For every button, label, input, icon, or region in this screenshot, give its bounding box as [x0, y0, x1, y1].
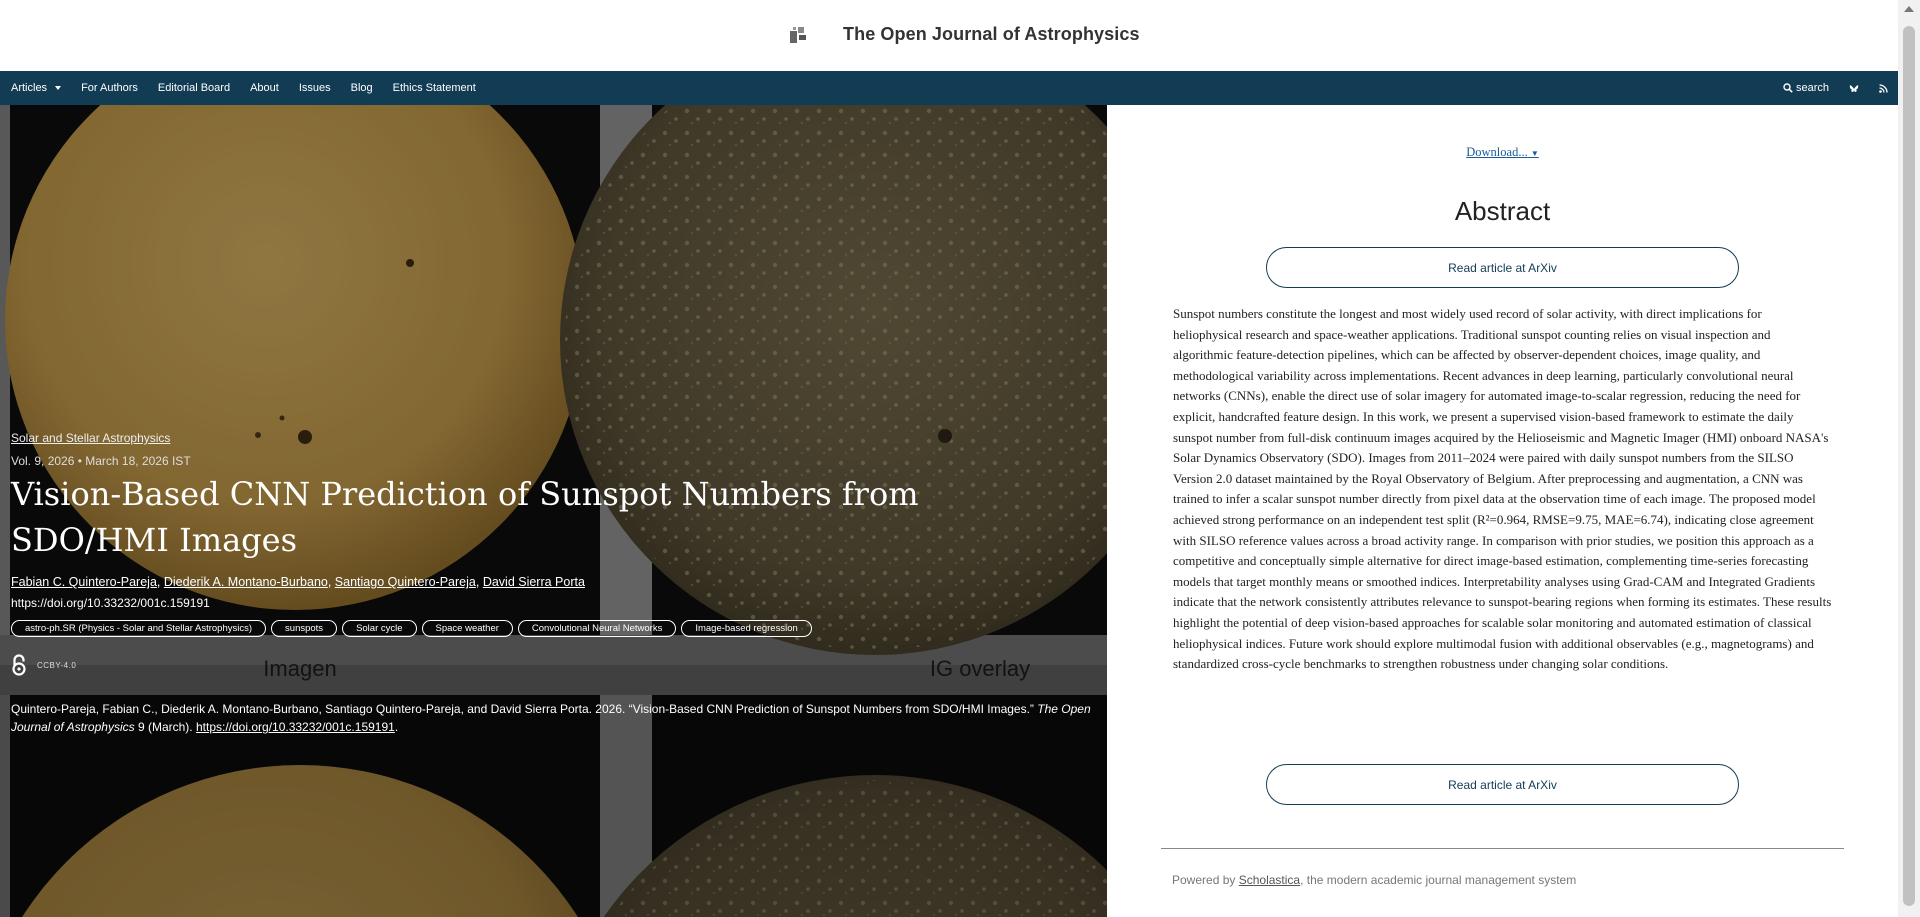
- category-link[interactable]: Solar and Stellar Astrophysics: [11, 431, 171, 445]
- license-label: CCBY-4.0: [37, 660, 77, 670]
- citation-journal: The Open Journal of Astrophysics: [11, 702, 1091, 734]
- author-link[interactable]: Santiago Quintero-Pareja: [334, 575, 476, 589]
- citation-prefix: Quintero-Pareja, Fabian C., Diederik A. Montano-Burbano, Santiago Quintero-Pareja, and David Sierra Porta. 2026. “Vision-Based CNN Prediction of Sunspot Numbers from SDO/HMI Images.”: [11, 702, 1034, 716]
- read-arxiv-button-bottom[interactable]: Read article at ArXiv: [1266, 764, 1739, 805]
- nav-blog[interactable]: Blog: [350, 82, 373, 94]
- keyword-tag[interactable]: astro-ph.SR (Physics - Solar and Stellar Astrophysics): [11, 620, 266, 637]
- nav-for-authors[interactable]: For Authors: [81, 82, 138, 94]
- nav-about[interactable]: About: [250, 82, 279, 94]
- bluesky-icon: [1849, 84, 1859, 93]
- author-link[interactable]: Diederik A. Montano-Burbano: [163, 575, 328, 589]
- bluesky-link[interactable]: [1849, 84, 1859, 93]
- powered-suffix: , the modern academic journal management system: [1300, 873, 1577, 887]
- nav-articles[interactable]: [11, 82, 61, 94]
- hero-image-label-right: IG overlay: [929, 656, 1031, 681]
- download-label: Download...: [1466, 145, 1528, 159]
- read-arxiv-button[interactable]: Read article at ArXiv: [1266, 247, 1739, 288]
- search-icon: [1783, 83, 1793, 93]
- open-access-icon: [11, 654, 27, 676]
- hero-image-label-left: Imagen: [263, 656, 337, 681]
- keyword-tag[interactable]: sunspots: [271, 620, 337, 637]
- powered-by: [1172, 873, 1576, 887]
- rss-icon: [1879, 84, 1888, 93]
- abstract-heading: Abstract: [1454, 196, 1551, 226]
- search-button[interactable]: [1783, 82, 1829, 94]
- nav-issues[interactable]: Issues: [298, 82, 331, 94]
- scroll-up-icon[interactable]: [1904, 6, 1914, 12]
- author-link[interactable]: Fabian C. Quintero-Pareja: [11, 575, 157, 589]
- scholastica-link[interactable]: Scholastica: [1238, 873, 1301, 887]
- citation-end: .: [394, 720, 399, 734]
- nav-ethics-statement[interactable]: Ethics Statement: [392, 82, 476, 94]
- powered-prefix: Powered by: [1172, 873, 1236, 887]
- keyword-tag[interactable]: Space weather: [422, 620, 513, 637]
- author-link[interactable]: David Sierra Porta: [482, 575, 585, 589]
- citation-doi-link[interactable]: https://doi.org/10.33232/001c.159191: [195, 720, 395, 734]
- main-navbar: [0, 71, 1898, 105]
- page-scrollbar[interactable]: [1898, 0, 1920, 917]
- keyword-tag[interactable]: Image-based regression: [681, 620, 811, 637]
- site-title[interactable]: The Open Journal of Astrophysics: [843, 24, 1140, 44]
- article-hero: [0, 105, 1107, 917]
- volume-date: Vol. 9, 2026 • March 18, 2026 IST: [11, 454, 191, 468]
- doi-link[interactable]: https://doi.org/10.33232/001c.159191: [11, 596, 210, 610]
- footer-divider: [1161, 848, 1844, 849]
- article-title: Vision-Based CNN Prediction of Sunspot Numbers from SDO/HMI Images: [11, 475, 919, 559]
- site-header: [0, 0, 1898, 71]
- license[interactable]: [11, 654, 76, 676]
- keyword-tag[interactable]: Solar cycle: [342, 620, 416, 637]
- search-label: search: [1795, 82, 1829, 94]
- author-list: Fabian C. Quintero-Pareja, Diederik A. Montano-Burbano, Santiago Quintero-Pareja, David Sierra Porta: [11, 575, 585, 589]
- nav-editorial-board[interactable]: Editorial Board: [157, 82, 231, 94]
- download-dropdown[interactable]: [1107, 145, 1898, 160]
- abstract-text: Sunspot numbers constitute the longest and most widely used record of solar activity, with direct implications for heliophysical research and space-weather applications. Traditional sunspot counting relies on visual inspection and algorithmic feature-detection pipelines, which can be affected by observer-dependent choices, image quality, and methodological variability across implementations. Recent advances in deep learning, particularly convolutional neural networks (CNNs), enable the direct use of solar imagery for automated image-to-scalar regression, reducing the need for explicit, handcrafted feature design. In this work, we present a supervised vision-based framework to estimate the daily sunspot number from full-disk continuum images acquired by the Helioseismic and Magnetic Imager (HMI) onboard NASA's Solar Dynamics Observatory (SDO). Images from 2011–2024 were paired with daily sunspot numbers from the SILSO Version 2.0 dataset maintained by the Royal Observatory of Belgium. After preprocessing and augmentation, a CNN was trained to infer a scalar sunspot number directly from pixel data at the observation time of each image. The proposed model achieved strong performance on an independent test split (R²=0.964, RMSE=9.75, MAE=6.74), indicating close agreement with SILSO reference values across a broad activity range. In comparison with prior studies, we position this approach as a competitive and conceptually simple alternative for direct image-based estimation, complementing time-series forecasting models that target monthly means or smoothed indices. Interpretability analyses using Grad-CAM and Integrated Gradients indicate that the network consistently attributes relevance to sunspot-bearing regions when forming its estimates. These results highlight the potential of deep vision-based approaches for scalable solar monitoring and automated estimation of classical heliophysical indices. Future work should explore multimodal fusion with additional observables (e.g., magnetograms) and standardized cross-cycle benchmarks to strengthen robustness under changing solar conditions.: [1173, 306, 1832, 672]
- nav-articles-label: Articles: [11, 82, 48, 94]
- scrollbar-thumb[interactable]: [1903, 26, 1915, 906]
- rss-link[interactable]: [1879, 84, 1888, 93]
- citation-suffix: 9 (March).: [137, 720, 193, 734]
- chevron-down-icon: [55, 86, 61, 90]
- keyword-tag[interactable]: Convolutional Neural Networks: [518, 620, 676, 637]
- chevron-down-icon: ▼: [1530, 149, 1539, 158]
- citation: [11, 700, 1101, 736]
- keyword-tags: [11, 620, 817, 637]
- abstract-panel: [1107, 105, 1898, 917]
- journal-logo-icon[interactable]: [790, 25, 808, 45]
